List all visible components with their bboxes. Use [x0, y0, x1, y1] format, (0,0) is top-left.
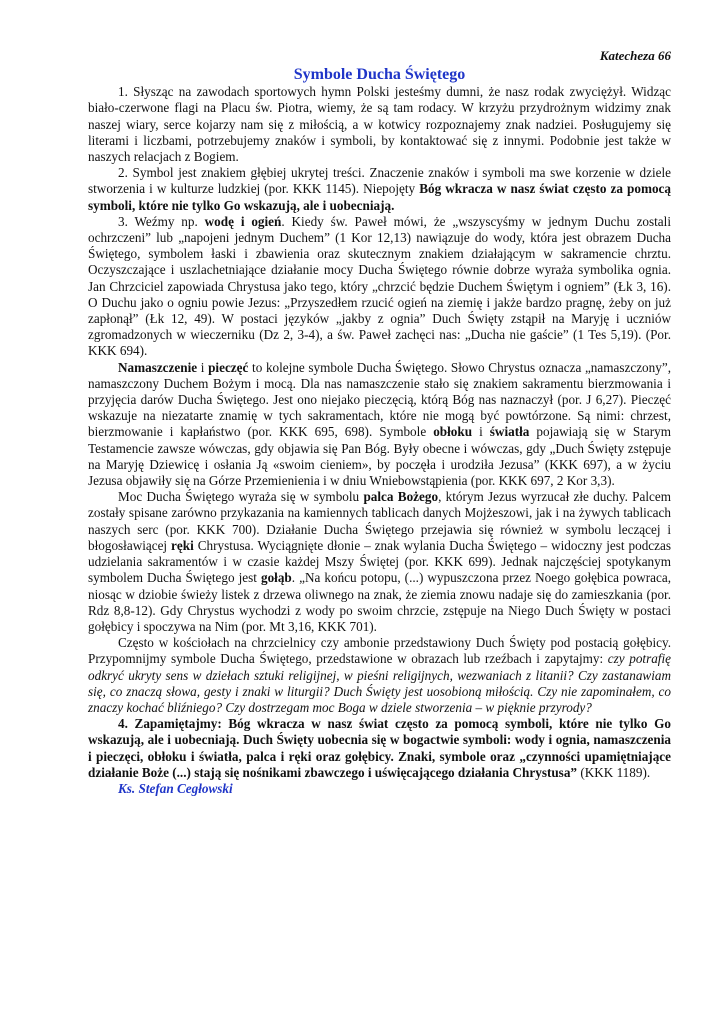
paragraph-3: 3. Weźmy np. wodę i ogień. Kiedy św. Paweł mówi, że „wszyscyśmy w jednym Duchu zostali ochrzczeni” lub „napojeni jednym Duchem” (1 Kor 12,13) nawiązuje do wody, która jest obrazem Ducha Świętego, symbolem łaski i zbawienia oraz skutecznym znakiem działającym w sakramencie chrztu. Oczyszczające i uszlachetniające działanie mocy Ducha Świętego równie dobrze wyraża symbolika ognia. Jan Chrzciciel zapowiada Chrystusa jako tego, który „chrzcić będzie Duchem Świętym i ogniem” (Łk 3, 16). O Duchu jako o ogniu powie Jezus: „Przyszedłem rzucić ogień na ziemię i jakże bardzo pragnę, żeby on już zapłonął” (Łk 12, 49). W postaci języków „jakby z ognia” Duch Święty zstąpił na Maryję i uczniów zgromadzonych w wieczerniku (Dz 2, 3-4), a św. Paweł zachęci nas: „Ducha nie gaście” (1 Tes 5,19). (Por. KKK 694). — [88, 213, 671, 359]
summary-paragraph: 4. Zapamiętajmy: Bóg wkracza w nasz świat często za pomocą symboli, które nie tylko Go wskazują, ale i uobecniają. Duch Święty uobecnia się w bogactwie symboli: wody i ognia, namaszczenia i pieczęci, obłoku i światła, palca i ręki oraz gołębicy. Znaki, symbole oraz „czynności upamiętniające działanie Boże (...) stają się nośnikami zbawczego i uświęcającego działania Chrystusa” (KKK 1189). — [88, 716, 671, 780]
paragraph-4: Namaszczenie i pieczęć to kolejne symbole Ducha Świętego. Słowo Chrystus oznacza „namaszczony”, namaszczony Duchem Bożym i mocą. Dla nas namaszczenie stało się znakiem sakramentu bierzmowania i przyjęcia darów Ducha Świętego. Jest ono niejako pieczęcią, którą Bóg nas naznaczył (por. J 6,27). Pieczęć wskazuje na niezatarte znamię w tych sakramentach, które nie mogą być powtórzone. Są nimi: chrzest, bierzmowanie i kapłaństwo (por. KKK 695, 698). Symbole obłoku i światła pojawiają się w Starym Testamencie zawsze wówczas, gdy objawia się Pan Bóg. Były obecne i wówczas, gdy „Duch Święty zstępuje na Maryję Dziewicę i osłania Ją «swoim cieniem», by poczęła i urodziła Jezusa” (KKK 697), a w życiu Jezusa objawiły się na Górze Przemienienia i w dniu Wniebowstąpienia (por. KKK 697, 2 Kor 3,3). — [88, 359, 672, 489]
paragraph-1: 1. Słysząc na zawodach sportowych hymn Polski jesteśmy dumni, że nasz rodak zwyciężył. Widząc biało-czerwone flagi na Placu św. Piotra, wiemy, że są tam rodacy. W krzyżu przydrożnym widzimy znak naszej wiary, serce kojarzy nam się z miłością, a w kotwicy rozpoznajemy znak nadziei. Posługujemy się literami i liczbami, potrzebujemy znaków i symboli, by kontaktować się z innymi. Podobnie jest także w naszych relacjach z Bogiem. — [88, 84, 671, 165]
catechesis-number: Katecheza 66 — [599, 48, 671, 63]
document-page — [88, 48, 671, 797]
paragraph-2: 2. Symbol jest znakiem głębiej ukrytej treści. Znaczenie znaków i symboli ma swe korzenie w dziele stworzenia i w kulturze ludzkiej (por. KKK 1145). Niepojęty Bóg wkracza w nasz świat często za pomocą symboli, które nie tylko Go wskazują, ale i uobecniają. — [88, 165, 671, 213]
reflection-questions: czy potrafię odkryć ukryty sens w dziełach sztuki religijnej, w pieśni religijnych, wezwaniach z litanii? Czy zastanawiam się, co znaczą słowa, gesty i znaki w liturgii? Duch Święty jest uosobioną miłością. Czy nie zapominałem, co znaczy kochać bliźniego? Czy dostrzegam moc Boga w dziele stworzenia – w pięknie przyrody? — [88, 651, 671, 715]
page-title: Symbole Ducha Świętego — [293, 66, 466, 84]
paragraph-5: Moc Ducha Świętego wyraża się w symbolu palca Bożego, którym Jezus wyrzucał złe duchy. Palcem zostały spisane zarówno przykazania na kamiennych tablicach danych Mojżeszowi, jak i na żywych tablicach naszych serc (por. KKK 700). Działanie Ducha Świętego przejawia się również w symbolu leczącej i błogosławiącej ręki Chrystusa. Wyciągnięte dłonie – znak wylania Ducha Świętego – widoczny jest podczas udzielania sakramentów i w czasie każdej Mszy Świętej (por. KKK 699). Jednak najczęściej spotykanym symbolem Ducha Świętego jest gołąb. „Na końcu potopu, (...) wypuszczona przez Noego gołębica powraca, niosąc w dziobie świeży listek z drzewa oliwnego na znak, że ziemia znowu nadaje się do zamieszkania (por. Rdz 8,8-12). Gdy Chrystus wychodzi z wody po swoim chrzcie, zstępuje na Niego Duch Święty w postaci gołębicy i spoczywa na Nim (por. Mt 3,16, KKK 701). — [88, 489, 671, 634]
author-signature: Ks. Stefan Cegłowski — [118, 780, 233, 796]
paragraph-6: Często w kościołach na chrzcielnicy czy ambonie przedstawiony Duch Święty pod postacią gołębicy. Przypomnijmy symbole Ducha Świętego, przedstawione w obrazach lub rzeźbach i zapytajmy: czy potrafię odkryć ukryty sens w dziełach sztuki religijnej, w pieśni religijnych, wezwaniach z litanii? Czy zastanawiam się, co znaczą słowa, gesty i znaki w liturgii? Duch Święty jest uosobioną miłością. Czy nie zapominałem, co znaczy kochać bliźniego? Czy dostrzegam moc Boga w dziele stworzenia – w pięknie przyrody? — [88, 635, 671, 715]
